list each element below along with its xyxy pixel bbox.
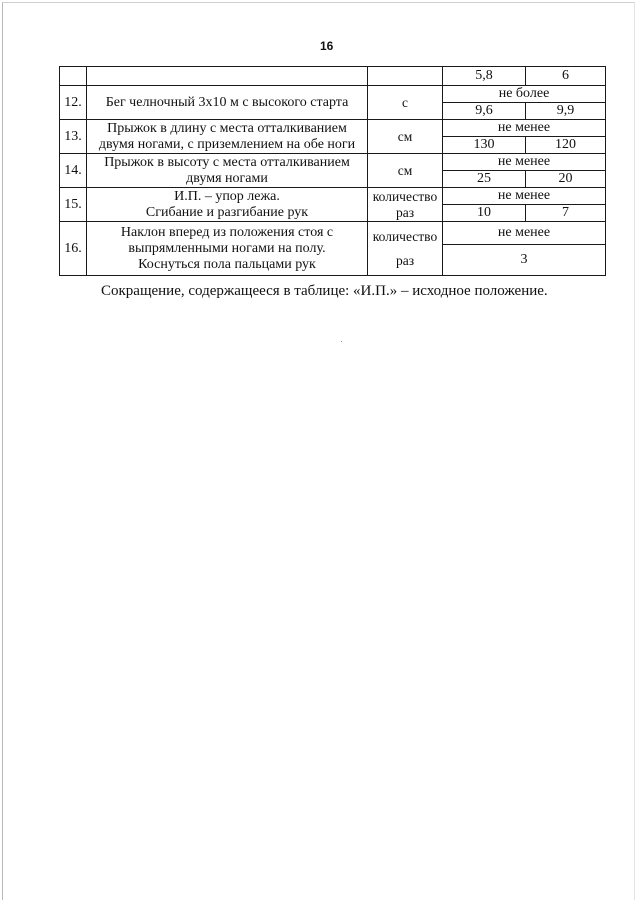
unit-line: количество: [372, 188, 438, 204]
value-cell: 120: [526, 137, 606, 154]
value-cell: 5,8: [443, 67, 526, 86]
value-cell: 10: [443, 205, 526, 222]
exercise-name: [87, 222, 368, 276]
exercise-line: Бег челночный 3х10 м с высокого старта: [105, 94, 349, 110]
table-row: [60, 154, 606, 171]
condition-cell: не менее: [443, 222, 606, 245]
scan-speck: [341, 341, 342, 342]
exercise-line: Коснуться пола пальцами рук: [138, 256, 316, 272]
table-cell-empty: [87, 67, 368, 86]
exercise-name: [87, 154, 368, 188]
value-cell: 9,9: [526, 103, 606, 120]
row-number: 14.: [60, 154, 87, 188]
unit-line: раз: [395, 204, 415, 220]
value-cell: 9,6: [443, 103, 526, 120]
value-cell: 25: [443, 171, 526, 188]
condition-cell: не менее: [443, 154, 606, 171]
row-number: 12.: [60, 86, 87, 120]
row-number: 15.: [60, 188, 87, 222]
exercise-line: Сгибание и разгибание рук: [145, 204, 309, 220]
exercise-line: И.П. – упор лежа.: [174, 188, 280, 204]
exercise-line: Прыжок в длину с места отталкиванием: [107, 120, 347, 136]
exercise-name: [87, 188, 368, 222]
condition-cell: не менее: [443, 188, 606, 205]
unit-line: см: [397, 128, 413, 144]
unit-line: раз: [395, 252, 415, 268]
table-row: [60, 86, 606, 103]
table-cell-empty: [368, 67, 443, 86]
value-cell: 3: [443, 245, 606, 276]
value-cell: 6: [526, 67, 606, 86]
unit-cell: [368, 188, 443, 222]
value-cell: 20: [526, 171, 606, 188]
norms-table: [59, 66, 606, 276]
exercise-line: Прыжок в высоту с места отталкиванием: [104, 154, 350, 170]
exercise-line: двумя ногами, с приземлением на обе ноги: [98, 136, 356, 152]
unit-cell: [368, 120, 443, 154]
table-cell-empty: [60, 67, 87, 86]
table-row: [60, 188, 606, 205]
footnote: Сокращение, содержащееся в таблице: «И.П.» – исходное положение.: [101, 283, 548, 299]
exercise-line: Наклон вперед из положения стоя с: [120, 224, 334, 240]
exercise-line: двумя ногами: [186, 170, 268, 186]
unit-cell: [368, 222, 443, 276]
unit-line: с: [402, 94, 408, 110]
value-cell: 7: [526, 205, 606, 222]
unit-line: количество: [372, 228, 438, 244]
table-row: [60, 120, 606, 137]
unit-cell: [368, 86, 443, 120]
page-number: 16: [320, 39, 334, 53]
table-row: [60, 67, 606, 86]
unit-cell: [368, 154, 443, 188]
condition-cell: не менее: [443, 120, 606, 137]
table-row: [60, 222, 606, 245]
row-number: 13.: [60, 120, 87, 154]
value-cell: 130: [443, 137, 526, 154]
exercise-line: выпрямленными ногами на полу.: [128, 240, 326, 256]
row-number: 16.: [60, 222, 87, 276]
condition-cell: не более: [443, 86, 606, 103]
exercise-name: [87, 120, 368, 154]
unit-line: см: [397, 162, 413, 178]
exercise-name: [87, 86, 368, 120]
